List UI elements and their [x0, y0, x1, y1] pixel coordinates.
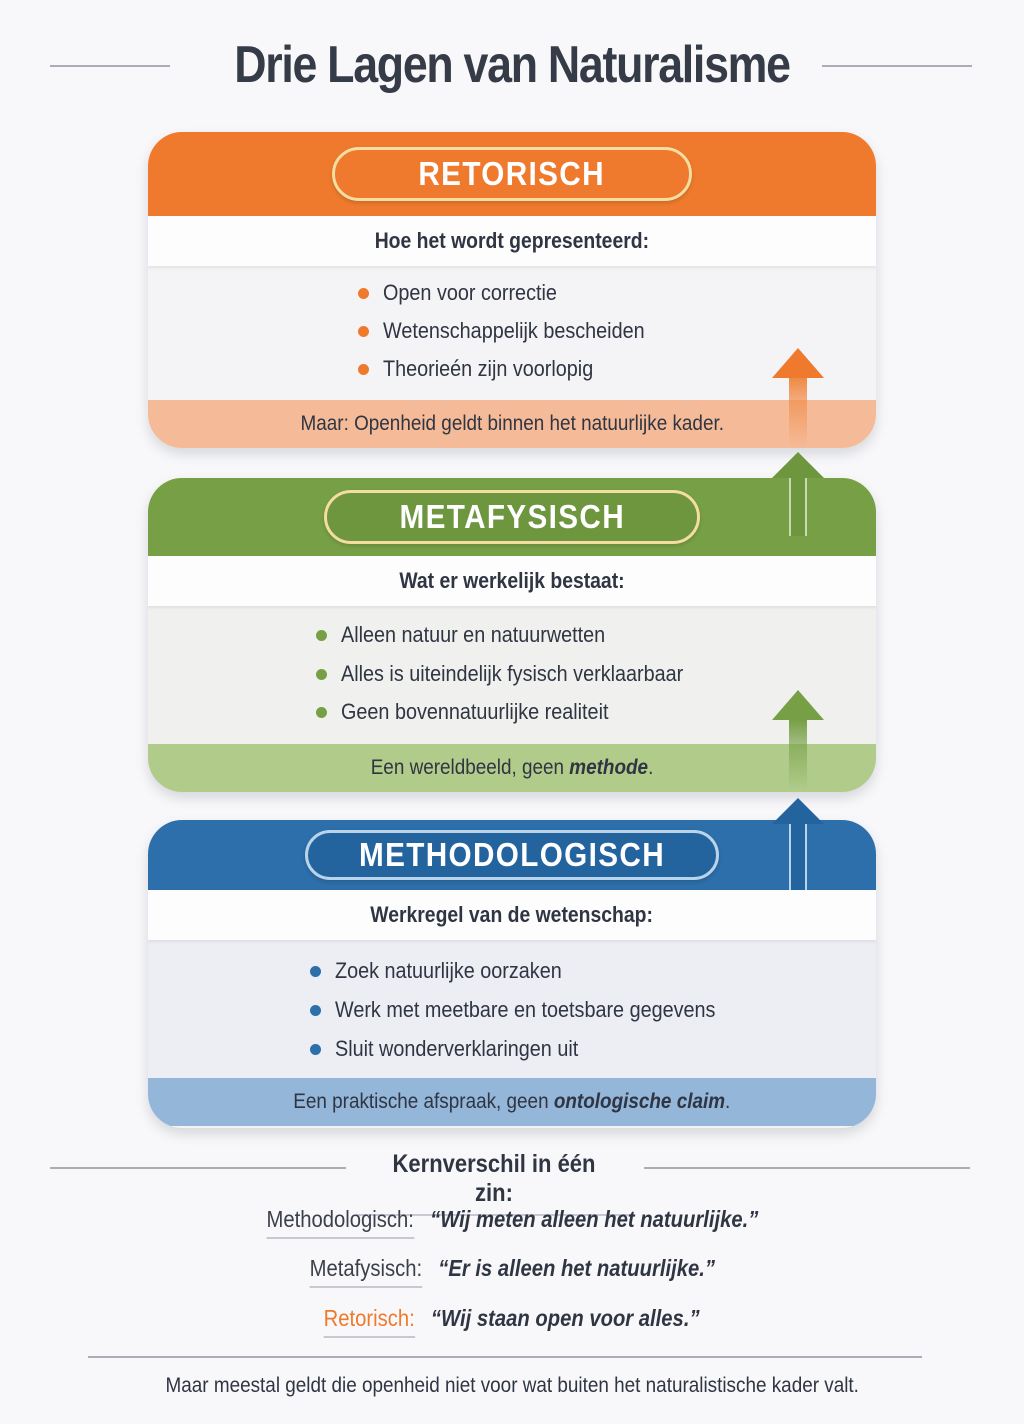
- layer-footer: [148, 400, 876, 448]
- title-row: [0, 30, 1024, 100]
- layer-footer: [148, 744, 876, 792]
- layer-card-retorisch: [148, 132, 876, 448]
- bottom-note-text: Maar meestal geldt die openheid niet voor wat buiten het naturalistische kader valt.: [165, 1374, 859, 1397]
- list-item-text: Sluit wonderverklaringen uit: [335, 1036, 579, 1061]
- layer-label-pill: [324, 490, 700, 544]
- quote-row-methodologisch: [0, 1206, 1024, 1239]
- bullet-list: [148, 266, 876, 400]
- quote-row-metafysisch: [0, 1255, 1024, 1288]
- kernverschil-header: [0, 1148, 1024, 1207]
- layer-subheading-text: Wat er werkelijk bestaat:: [399, 568, 625, 593]
- kern-divider-left: [50, 1167, 346, 1169]
- bottom-note: [0, 1374, 1024, 1398]
- layer-subheading-text: Hoe het wordt gepresenteerd:: [374, 228, 650, 253]
- list-item-text: Alles is uiteindelijk fysisch verklaarbaar: [341, 661, 684, 686]
- layer-subheading: [148, 216, 876, 266]
- layer-label-pill: [305, 830, 719, 880]
- bullet-dot-icon: [310, 1005, 321, 1016]
- title-divider-right: [822, 65, 972, 67]
- layer-card-methodologisch: [148, 820, 876, 1128]
- page-title: Drie Lagen van Naturalisme: [234, 36, 790, 94]
- bullet-dot-icon: [358, 326, 369, 337]
- list-item-text: Werk met meetbare en toetsbare gegevens: [335, 997, 716, 1022]
- list-item: [358, 318, 674, 344]
- list-item: [316, 622, 635, 648]
- footer-end: .: [725, 1090, 731, 1113]
- list-item-text: Theorieén zijn voorlopig: [383, 356, 594, 381]
- bottom-divider: [88, 1356, 922, 1358]
- quote-label: Metafysisch:: [309, 1255, 421, 1288]
- layer-label: METHODOLOGISCH: [359, 836, 665, 873]
- list-item-text: Open voor correctie: [383, 280, 557, 305]
- list-item: [316, 699, 638, 725]
- layer-header: [148, 820, 876, 890]
- list-item: [358, 356, 617, 382]
- layer-footer-text: [293, 1090, 730, 1114]
- layer-label: RETORISCH: [418, 155, 606, 192]
- list-item-text: Alleen natuur en natuurwetten: [341, 622, 606, 647]
- list-item-text: Zoek natuurlijke oorzaken: [335, 958, 562, 983]
- quote-label: Methodologisch:: [266, 1206, 413, 1239]
- layer-footer-text: [371, 756, 654, 780]
- footer-emphasis: methode: [569, 756, 649, 779]
- list-item: [310, 958, 587, 984]
- layer-subheading: [148, 890, 876, 940]
- layer-header: [148, 132, 876, 216]
- layer-label: METAFYSISCH: [399, 498, 625, 535]
- layer-card-metafysisch: [148, 478, 876, 792]
- title-divider-left: [50, 65, 170, 67]
- layer-footer: [148, 1078, 876, 1126]
- bullet-dot-icon: [316, 669, 327, 680]
- arrow-up-icon-green-top: [772, 452, 824, 536]
- bullet-dot-icon: [358, 288, 369, 299]
- quote-text: “Er is alleen het natuurlijke.”: [437, 1255, 715, 1281]
- quote-text: “Wij meten alleen het natuurlijke.”: [429, 1206, 758, 1232]
- layer-footer-text: Maar: Openheid geldt binnen het natuurlijke kader.: [300, 412, 724, 435]
- layer-subheading: [148, 556, 876, 606]
- bullet-dot-icon: [316, 707, 327, 718]
- footer-end: .: [648, 756, 654, 779]
- bullet-dot-icon: [310, 1044, 321, 1055]
- kernverschil-title-text: Kernverschil in één zin:: [392, 1150, 596, 1207]
- layer-subheading-text: Werkregel van de wetenschap:: [370, 902, 654, 927]
- list-item: [310, 997, 758, 1023]
- list-item-text: Geen bovennatuurlijke realiteit: [341, 699, 609, 724]
- footer-plain: Een praktische afspraak, geen: [293, 1090, 555, 1113]
- bullet-dot-icon: [316, 630, 327, 641]
- list-item: [310, 1036, 605, 1062]
- arrow-up-icon-blue: [772, 798, 824, 890]
- footer-plain: Een wereldbeeld, geen: [370, 756, 570, 779]
- arrow-up-icon-green: [772, 690, 824, 790]
- bullet-dot-icon: [358, 364, 369, 375]
- bullet-dot-icon: [310, 966, 321, 977]
- layer-header: [148, 478, 876, 556]
- quote-label: Retorisch:: [324, 1305, 415, 1338]
- footer-emphasis: ontologische claim: [554, 1090, 726, 1113]
- bullet-list: [148, 606, 876, 744]
- quote-row-retorisch: [0, 1305, 1024, 1338]
- kern-divider-right: [644, 1167, 970, 1169]
- list-item: [358, 280, 576, 306]
- list-item-text: Wetenschappelijk bescheiden: [383, 318, 645, 343]
- list-item: [316, 661, 721, 687]
- arrow-up-icon-orange: [772, 348, 824, 448]
- quote-text: “Wij staan open voor alles.”: [431, 1305, 700, 1331]
- bullet-list: [148, 940, 876, 1078]
- layer-label-pill: [332, 147, 692, 201]
